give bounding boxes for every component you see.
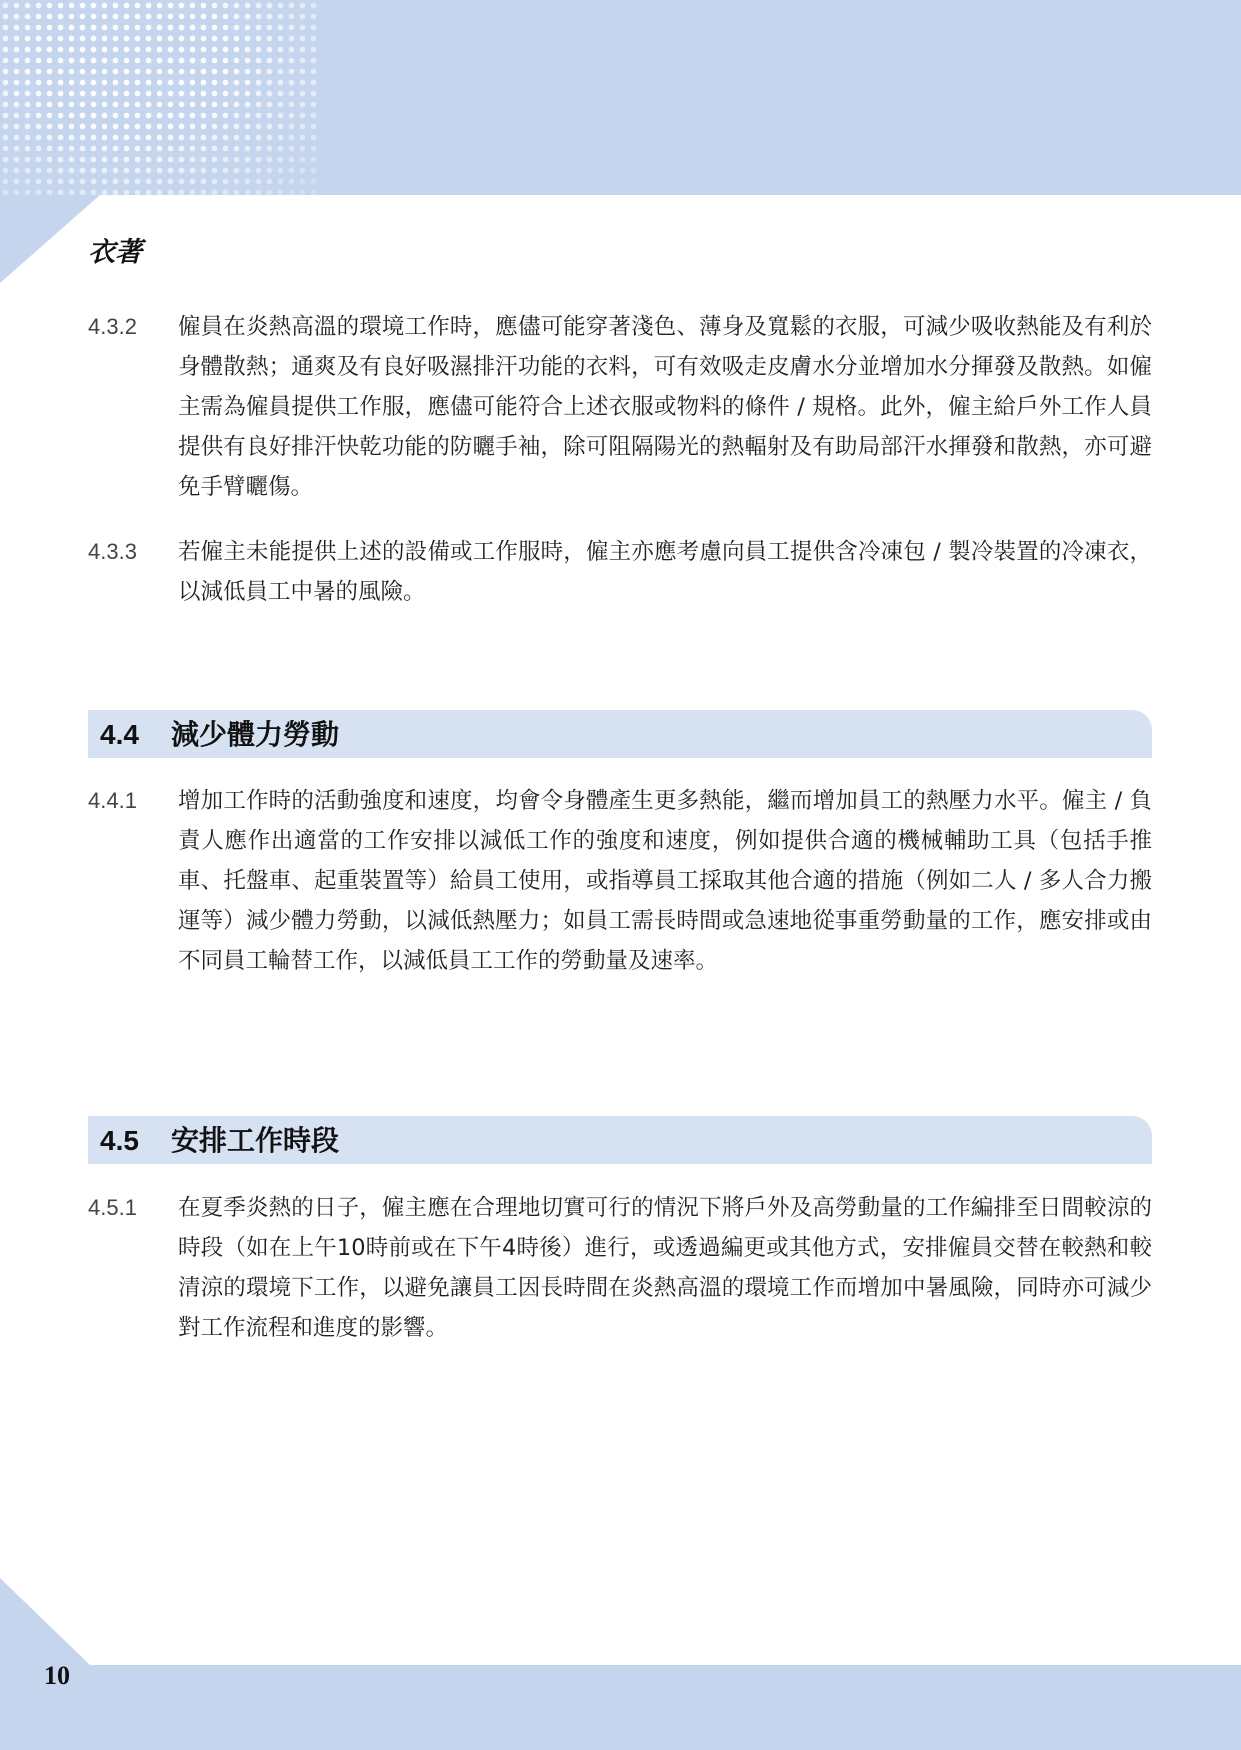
page-number: 10 (44, 1661, 70, 1690)
paragraph-number: 4.4.1 (88, 788, 137, 813)
section-number: 4.5 (100, 1125, 139, 1156)
subheading-clothing: 衣著 (88, 237, 142, 268)
paragraph-number: 4.5.1 (88, 1195, 137, 1220)
top-left-corner-triangle (0, 195, 100, 283)
paragraph-number: 4.3.3 (88, 539, 137, 564)
paragraph-number: 4.3.2 (88, 314, 137, 339)
paragraph-4-3-2 (88, 307, 1152, 507)
paragraph-4-4-1 (88, 781, 1152, 981)
section-title: 安排工作時段 (171, 1124, 340, 1157)
bottom-decorative-band (0, 1665, 1241, 1750)
bottom-left-corner-triangle (0, 1578, 90, 1665)
section-title: 減少體力勞動 (171, 718, 340, 751)
paragraph-text: 若僱主未能提供上述的設備或工作服時，僱主亦應考慮向員工提供含冷凍包 / 製冷裝置的冷凍衣，以減低員工中暑的風險。 (178, 539, 1152, 605)
paragraph-text: 僱員在炎熱高溫的環境工作時，應儘可能穿著淺色、薄身及寬鬆的衣服，可減少吸收熱能及有利於身體散熱；通爽及有良好吸濕排汗功能的衣料，可有效吸走皮膚水分並增加水分揮發及散熱。如僱主需為僱員提供工作服，應儘可能符合上述衣服或物料的條件 / 規格。此外，僱主給戶外工作人員提供有良好排汗快乾功能的防曬手袖，除可阻隔陽光的熱輻射及有助局部汗水揮發和散熱，亦可避免手臂曬傷。 (178, 314, 1152, 500)
section-header-4-5 (88, 1116, 1152, 1164)
halftone-dots-decoration (0, 0, 320, 200)
paragraph-text: 在夏季炎熱的日子，僱主應在合理地切實可行的情況下將戶外及高勞動量的工作編排至日間較涼的時段（如在上午10時前或在下午4時後）進行，或透過編更或其他方式，安排僱員交替在較熱和較清涼的環境下工作，以避免讓員工因長時間在炎熱高溫的環境工作而增加中暑風險，同時亦可減少對工作流程和進度的影響。 (178, 1195, 1152, 1341)
section-header-4-4 (88, 710, 1152, 758)
paragraph-4-3-3 (88, 532, 1152, 612)
paragraph-4-5-1 (88, 1188, 1152, 1348)
section-number: 4.4 (100, 719, 139, 750)
paragraph-text: 增加工作時的活動強度和速度，均會令身體產生更多熱能，繼而增加員工的熱壓力水平。僱主 / 負責人應作出適當的工作安排以減低工作的強度和速度，例如提供合適的機械輔助工具（包括手推車、托盤車、起重裝置等）給員工使用，或指導員工採取其他合適的措施（例如二人 / 多人合力搬運等）減少體力勞動，以減低熱壓力；如員工需長時間或急速地從事重勞動量的工作，應安排或由不同員工輪替工作，以減低員工工作的勞動量及速率。 (178, 788, 1152, 974)
